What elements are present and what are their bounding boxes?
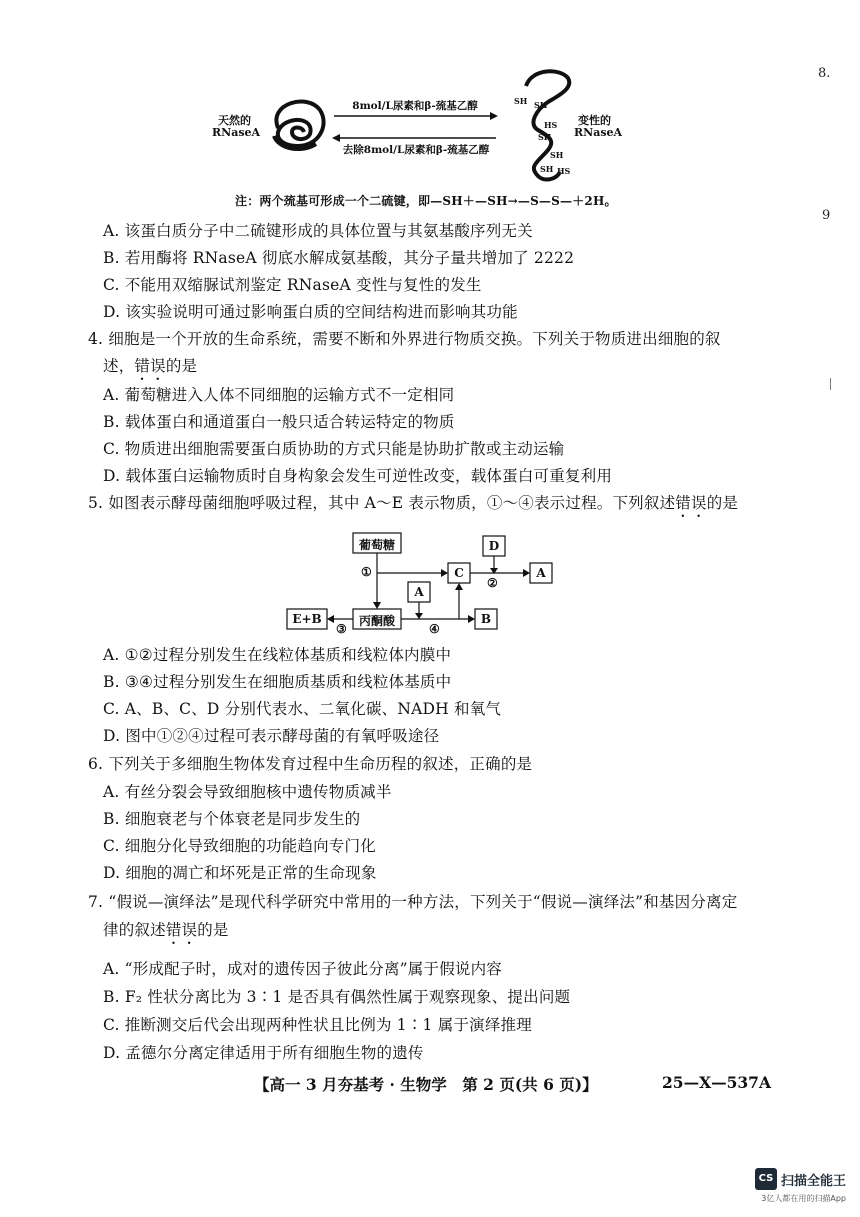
pyruvate-box: 丙酮酸 xyxy=(358,614,395,628)
denatured-label-2: RNaseA xyxy=(574,126,623,139)
q6-stem: 6. 下列关于多细胞生物体发育过程中生命历程的叙述，正确的是 xyxy=(88,755,533,773)
respiration-diagram xyxy=(285,530,565,635)
a-box-top: A xyxy=(536,566,546,580)
q4-option-b: B. 载体蛋白和通道蛋白一般只适合转运特定的物质 xyxy=(103,413,455,431)
sh-label-4: SH xyxy=(538,132,552,142)
q4-option-d: D. 载体蛋白运输物质时自身构象会发生可逆性改变，载体蛋白可重复利用 xyxy=(103,467,613,485)
q4-emphasis: 错误 xyxy=(134,357,166,375)
camscanner-logo-icon: CS xyxy=(755,1168,777,1190)
q7-stem-line1: 7. “假说—演绎法”是现代科学研究中常用的一种方法，下列关于“假说—演绎法”和基因分离定 xyxy=(88,893,738,911)
forward-arrow-label: 8mol/L尿素和β-巯基乙醇 xyxy=(352,100,478,112)
q5-option-c: C. A、B、C、D 分别代表水、二氧化碳、NADH 和氧气 xyxy=(103,700,502,718)
page-footer: 【高一 3 月夯基考 · 生物学 第 2 页(共 6 页)】 xyxy=(254,1075,598,1094)
scanner-watermark xyxy=(755,1168,846,1204)
q7-emphasis: 错误 xyxy=(165,921,198,939)
sh-label-5: SH xyxy=(550,150,564,160)
exam-code: 25—X—537A xyxy=(662,1073,771,1092)
q7-option-b: B. F₂ 性状分离比为 3∶1 是否具有偶然性属于观察现象、提出问题 xyxy=(103,988,571,1006)
q6-option-b: B. 细胞衰老与个体衰老是同步发生的 xyxy=(103,810,361,828)
q3-option-d: D. 该实验说明可通过影响蛋白质的空间结构进而影响其功能 xyxy=(103,303,518,321)
q7-option-a: A. “形成配子时，成对的遗传因子彼此分离”属于假说内容 xyxy=(103,960,502,978)
sh-label-2: SH xyxy=(534,100,548,110)
sh-label-3: HS xyxy=(544,120,558,130)
native-label: 天然的 xyxy=(218,114,251,127)
q3-option-a: A. 该蛋白质分子中二硫键形成的具体位置与其氨基酸序列无关 xyxy=(103,222,533,240)
q4-stem-line1: 4. 细胞是一个开放的生命系统，需要不断和外界进行物质交换。下列关于物质进出细胞的叙 xyxy=(88,330,721,348)
d-box: D xyxy=(488,539,500,553)
figure1-note: 注：两个巯基可形成一个二硫键，即—SH＋—SH→—S—S—＋2H。 xyxy=(235,194,617,208)
q7-option-c: C. 推断测交后代会出现两种性状且比例为 1∶1 属于演绎推理 xyxy=(103,1016,532,1034)
side-mark-8: 8. xyxy=(818,66,831,81)
respiration-arrows-icon xyxy=(285,530,565,635)
reaction-arrows-icon xyxy=(330,110,500,144)
q4-option-a: A. 葡萄糖进入人体不同细胞的运输方式不一定相同 xyxy=(103,386,455,404)
q5-option-a: A. ①②过程分别发生在线粒体基质和线粒体内膜中 xyxy=(103,646,452,664)
sh-label-7: HS xyxy=(557,166,571,176)
q5-stem: 5. 如图表示酵母菌细胞呼吸过程，其中 A～E 表示物质，①～④表示过程。下列叙述错误的是 xyxy=(88,494,739,512)
watermark-subtitle: 3亿人都在用的扫描App xyxy=(761,1194,846,1203)
q4-option-c: C. 物质进出细胞需要蛋白质协助的方式只能是协助扩散或主动运输 xyxy=(103,440,565,458)
q6-option-a: A. 有丝分裂会导致细胞核中遗传物质减半 xyxy=(103,783,392,801)
c-box: C xyxy=(454,566,464,580)
glucose-box: 葡萄糖 xyxy=(358,538,395,552)
sh-label-1: SH xyxy=(514,96,528,106)
back-arrow-label: 去除8mol/L尿素和β-巯基乙醇 xyxy=(342,144,490,156)
q5-option-d: D. 图中①②④过程可表示酵母菌的有氧呼吸途径 xyxy=(103,727,440,745)
watermark-name: 扫描全能王 xyxy=(780,1173,846,1189)
process-2-label: ② xyxy=(487,576,498,590)
q7-stem-line2: 律的叙述错误的是 xyxy=(103,921,229,939)
q3-option-c: C. 不能用双缩脲试剂鉴定 RNaseA 变性与复性的发生 xyxy=(103,276,482,294)
q4-stem-line2: 述，错误的是 xyxy=(103,357,198,375)
eb-box: E+B xyxy=(292,612,322,626)
denatured-label: 变性的 xyxy=(578,114,611,127)
a-box-mid: A xyxy=(414,585,424,599)
process-1-label: ① xyxy=(361,565,372,579)
q7-option-d: D. 孟德尔分离定律适用于所有细胞生物的遗传 xyxy=(103,1044,424,1062)
side-mark-9: 9 xyxy=(822,208,831,223)
sh-label-6: SH xyxy=(540,164,554,174)
q5-option-b: B. ③④过程分别发生在细胞质基质和线粒体基质中 xyxy=(103,673,452,691)
rnase-figure xyxy=(200,60,660,195)
process-3-label: ③ xyxy=(336,622,347,636)
q6-option-d: D. 细胞的凋亡和坏死是正常的生命现象 xyxy=(103,864,377,882)
process-4-label: ④ xyxy=(429,622,440,636)
native-label-2: RNaseA xyxy=(212,126,261,139)
q5-emphasis: 错误 xyxy=(675,494,707,512)
q6-option-c: C. 细胞分化导致细胞的功能趋向专门化 xyxy=(103,837,376,855)
edge-mark xyxy=(830,378,831,390)
b-box: B xyxy=(480,612,492,626)
q3-option-b: B. 若用酶将 RNaseA 彻底水解成氨基酸，其分子量共增加了 2222 xyxy=(103,249,575,267)
